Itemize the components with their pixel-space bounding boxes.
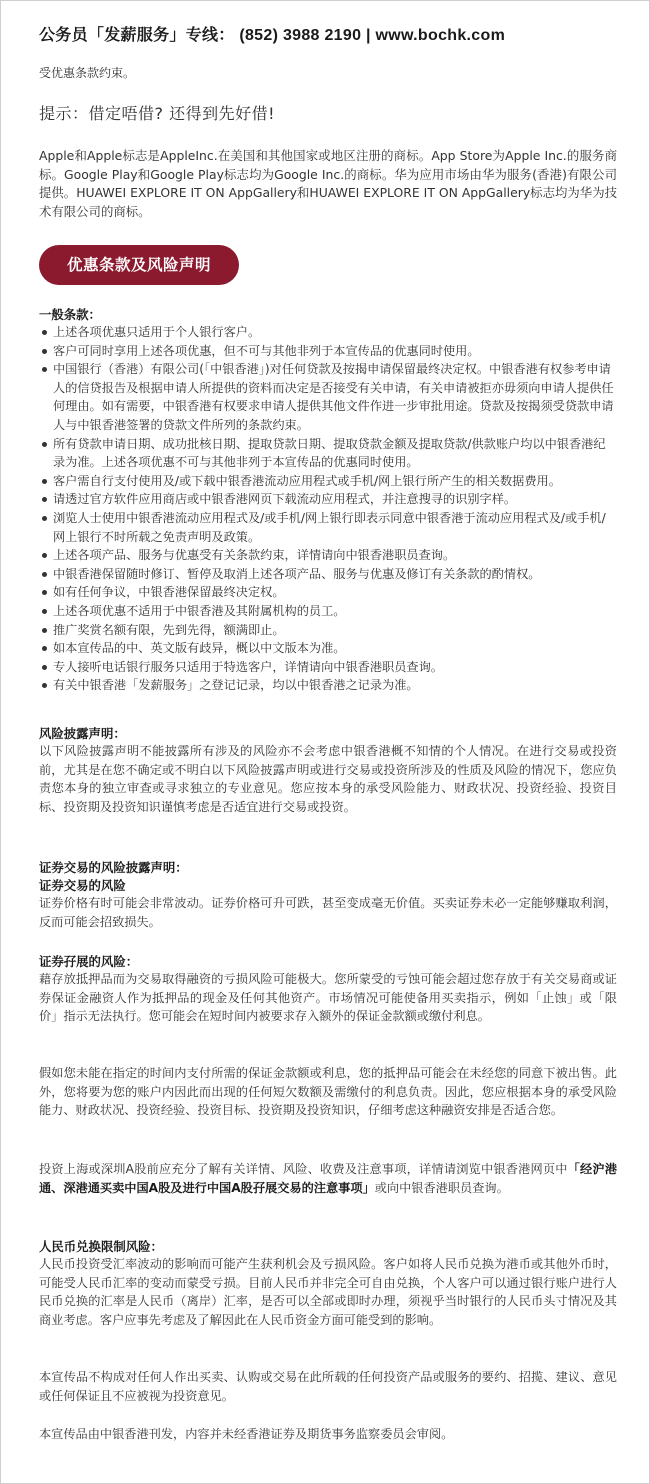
list-item: 上述各项产品、服务与优惠受有关条款约束，详情请向中银香港职员查询。 — [39, 546, 617, 565]
risk-disclosure-title: 风险披露声明： — [39, 726, 126, 741]
subject-note: 受优惠条款约束。 — [39, 66, 136, 80]
list-item: 客户可同时享用上述各项优惠，但不可与其他非列于本宣传品的优惠同时使用。 — [39, 342, 617, 361]
general-terms-section — [39, 305, 617, 695]
list-item: 请透过官方软件应用商店或中银香港网页下载流动应用程式，并注意搜寻的识别字样。 — [39, 490, 617, 509]
a-share-notice — [39, 1160, 617, 1197]
margin-risk-body-2: 假如您未能在指定的时间内支付所需的保证金款额或利息，您的抵押品可能会在未经您的同意下被出售。此外，您将要为您的账户内因此而出现的任何短欠数额及需缴付的利息负责。因此，您应根据本身的承受风险能力、财政状况、投资经验、投资目标、投资期及投资知识，仔细考虑这种融资安排是否适合您。 — [39, 1066, 617, 1118]
risk-disclosure-section — [39, 724, 617, 816]
list-item: 上述各项优惠只适用于个人银行客户。 — [39, 323, 617, 342]
list-item: 上述各项优惠不适用于中银香港及其附属机构的员工。 — [39, 602, 617, 621]
rmb-risk-body: 人民币投资受汇率波动的影响而可能产生获利机会及亏损风险。客户如将人民币兑换为港币或其他外币时，可能受人民币汇率的变动而蒙受亏损。目前人民币并非完全可自由兑换，个人客户可以通过银行账户进行人民币兑换的汇率是人民币（离岸）汇率，是否可以全部或即时办理，须视乎当时银行的人民币头寸情况及其商业考虑。客户应事先考虑及了解因此在人民币资金方面可能受到的影响。 — [39, 1257, 617, 1327]
margin-risk-body-1: 藉存放抵押品而为交易取得融资的亏损风险可能极大。您所蒙受的亏蚀可能会超过您存放于有关交易商或证券保证金融资人作为抵押品的现金及任何其他资产。市场情况可能使备用买卖指示，例如「止蚀」或「限价」指示无法执行。您可能会在短时间内被要求存入额外的保证金款额或缴付利息。 — [39, 972, 617, 1024]
list-item: 有关中银香港「发薪服务」之登记记录，均以中银香港之记录为准。 — [39, 676, 617, 695]
terms-badge: 优惠条款及风险声明 — [39, 245, 239, 285]
list-item: 浏览人士使用中银香港流动应用程式及/或手机/网上银行即表示同意中银香港于流动应用程式及/或手机/网上银行不时所载之免责声明及政策。 — [39, 509, 617, 546]
securities-risk-title: 证券交易的风险披露声明： — [39, 860, 188, 875]
issued-by-notice: 本宣传品由中银香港刊发，内容并未经香港证券及期货事务监察委员会审阅。 — [39, 1427, 454, 1441]
hotline-header: 公务员「发薪服务」专线： (852) 3988 2190 | www.bochk.com — [39, 27, 506, 44]
margin-risk-title: 证券孖展的风险： — [39, 954, 139, 969]
list-item: 所有贷款申请日期、成功批核日期、提取贷款日期、提取贷款金额及提取贷款/供款账户均以中银香港纪录为准。上述各项优惠不可与其他非列于本宣传品的优惠同时使用。 — [39, 435, 617, 472]
a-share-notice-tail: 或向中银香港职员查询。 — [374, 1180, 509, 1195]
list-item: 中银香港保留随时修订、暂停及取消上述各项产品、服务与优惠及修订有关条款的酌情权。 — [39, 565, 617, 584]
rmb-risk-section — [39, 1237, 617, 1329]
securities-risk-body: 证券价格有时可能会非常波动。证券价格可升可跌，甚至变成毫无价值。买卖证券未必一定能够赚取利润，反而可能会招致损失。 — [39, 896, 617, 929]
list-item: 如有任何争议，中银香港保留最终决定权。 — [39, 583, 617, 602]
not-offer-notice: 本宣传品不构成对任何人作出买卖、认购或交易在此所载的任何投资产品或服务的要约、招揽、建议、意见或任何保证且不应被视为投资意见。 — [39, 1370, 617, 1403]
securities-risk-section — [39, 858, 617, 931]
trademark-notice: Apple和Apple标志是AppleInc.在美国和其他国家或地区注册的商标。App Store为Apple Inc.的服务商标。Google Play和Google Play标志均为Google Inc.的商标。华为应用市场由华为服务(香港)有限公司提供。HUAWEI EXPLORE IT ON AppGallery和HUAWEI EXPLORE IT ON AppGallery标志均为华为技术有限公司的商标。 — [39, 148, 617, 219]
tip-heading: 提示：借定唔借? 还得到先好借! — [39, 104, 275, 123]
list-item: 推广奖赏名额有限，先到先得，额满即止。 — [39, 621, 617, 640]
a-share-notice-text: 投资上海或深圳A股前应充分了解有关详情、风险、收费及注意事项，详情请浏览中银香港网页中 — [39, 1162, 568, 1176]
list-item: 客户需自行支付使用及/或下载中银香港流动应用程式或手机/网上银行所产生的相关数据费用。 — [39, 472, 617, 491]
a-share-notice-link-text: 「经沪港通、深港通买卖中国A股及进行中国A股孖展交易的注意事项」 — [39, 1162, 617, 1195]
list-item: 中国银行（香港）有限公司(「中银香港」)对任何贷款及按揭申请保留最终决定权。中银香港有权参考申请人的信贷报告及根据申请人所提供的资料而决定是否接受有关申请，有关申请被拒亦毋须向申请人提供任何理由。如有需要，中银香港有权要求申请人提供其他文件作进一步审批用途。贷款及按揭须受贷款申请人与中银香港签署的贷款文件所列的条款约束。 — [39, 360, 617, 434]
general-terms-title: 一般条款： — [39, 307, 101, 322]
risk-disclosure-body: 以下风险披露声明不能披露所有涉及的风险亦不会考虑中银香港概不知情的个人情况。在进行交易或投资前，尤其是在您不确定或不明白以下风险披露声明或进行交易或投资所涉及的性质及风险的情况下，您应负责您本身的独立审查或寻求独立的专业意见。您应按本身的承受风险能力、财政状况、投资经验、投资目标、投资期及投资知识谨慎考虑是否适宜进行交易或投资。 — [39, 744, 617, 814]
general-terms-list — [39, 323, 617, 695]
margin-risk-section — [39, 952, 617, 1026]
list-item: 如本宣传品的中、英文版有歧异，概以中文版本为准。 — [39, 639, 617, 658]
rmb-risk-title: 人民币兑换限制风险： — [39, 1239, 163, 1254]
list-item: 专人接听电话银行服务只适用于特选客户，详情请向中银香港职员查询。 — [39, 658, 617, 677]
securities-risk-subtitle: 证券交易的风险 — [39, 878, 126, 893]
